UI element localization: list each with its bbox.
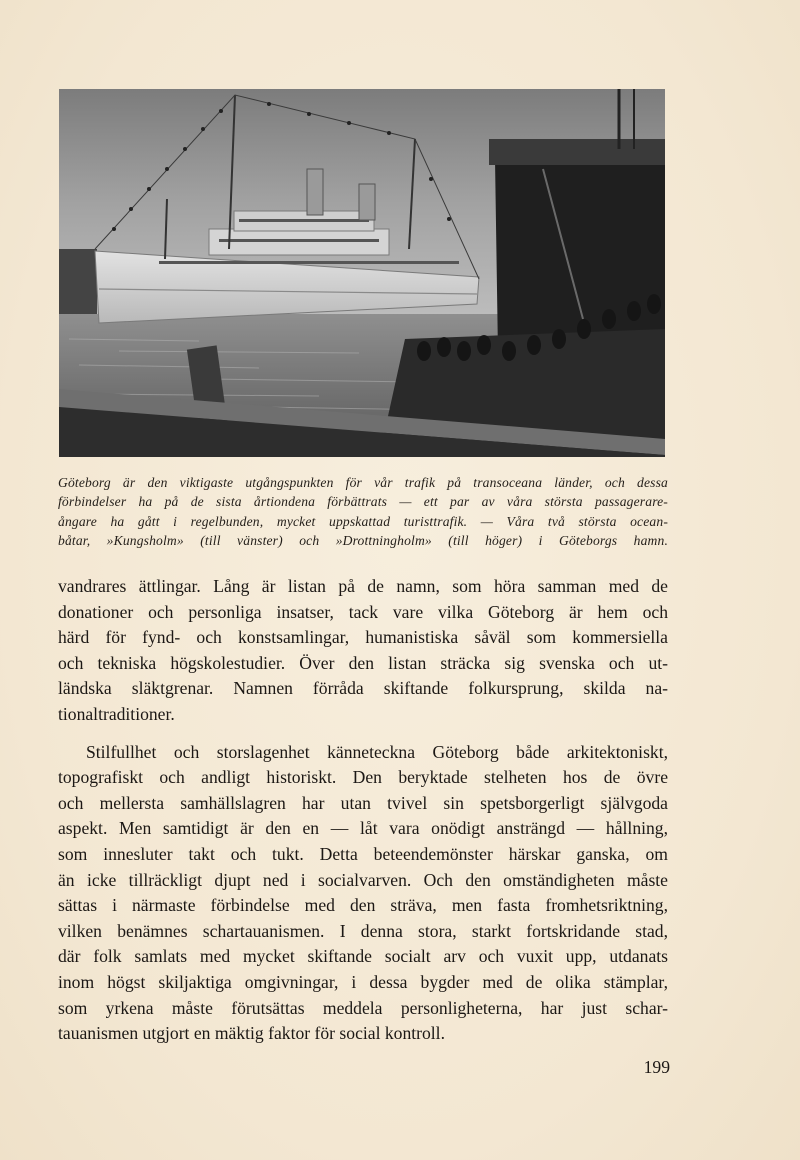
text-line: tauanismen utgjort en mäktig faktor för social kontroll. <box>58 1023 445 1044</box>
text-line: härd för fynd- och konstsamlingar, humanistiska såväl som kommersiella <box>58 627 668 648</box>
text-line: sättas i närmaste förbindelse med den sträva, men fasta fromhetsriktning, <box>58 895 668 916</box>
paragraph-2 <box>58 740 668 1047</box>
text-line: donationer och personliga insatser, tack vare vilka Göteborg är hem och <box>58 601 668 622</box>
text-line: inom högst skiljaktiga omgivningar, i dessa bygder med de olika stämplar, <box>58 971 668 992</box>
body-text <box>58 574 668 1047</box>
text-line: ländska släktgrenar. Namnen förråda skiftande folkursprung, skilda na- <box>58 678 668 699</box>
text-line: vandrares ättlingar. Lång är listan på de namn, som höra samman med de <box>58 576 668 596</box>
text-line: än icke tillräckligt djupt ned i socialvarven. Och den omständigheten måste <box>58 869 668 890</box>
caption-line: ångare ha gått i regelbunden, mycket uppskattad turisttrafik. — Våra två största ocean- <box>58 513 668 529</box>
text-line: och mellersta samhällslagren har utan tvivel sin spetsborgerligt självgoda <box>58 792 668 813</box>
caption-line: förbindelser ha på de sista årtiondena förbättrats — ett par av våra största passagerare- <box>58 494 668 510</box>
caption-line: Göteborg är den viktigaste utgångspunkten för vår trafik på transoceana länder, och dessa <box>58 475 668 490</box>
harbor-ships-photo <box>59 89 665 457</box>
text-line: och tekniska högskolestudier. Över den listan sträcka sig svenska och ut- <box>58 652 668 673</box>
caption-line: båtar, »Kungsholm» (till vänster) och »Drottningholm» (till höger) i Göteborgs hamn. <box>58 533 668 549</box>
text-line: Stilfullhet och storslagenhet känneteckna Göteborg både arkitektoniskt, <box>86 741 668 762</box>
text-line: vilken benämnes schartauanismen. I denna stora, starkt fortskridande stad, <box>58 920 668 941</box>
text-line: aspekt. Men samtidigt är den en — låt vara onödigt ansträngd — hållning, <box>58 818 668 839</box>
text-line: tionaltraditioner. <box>58 703 175 724</box>
photo-caption <box>58 473 668 551</box>
paragraph-1 <box>58 574 668 728</box>
text-line: som yrkena måste förutsättas meddela personligheterna, har just schar- <box>58 997 668 1018</box>
page-number: 199 <box>643 1057 670 1077</box>
text-line: där folk samlats med mycket skiftande socialt arv och vuxit upp, utdanats <box>58 946 668 967</box>
text-line: topografiskt och andligt historiskt. Den beryktade stelheten hos de övre <box>58 767 668 788</box>
text-line: som innesluter takt och tukt. Detta beteendemönster härskar ganska, om <box>58 843 668 864</box>
